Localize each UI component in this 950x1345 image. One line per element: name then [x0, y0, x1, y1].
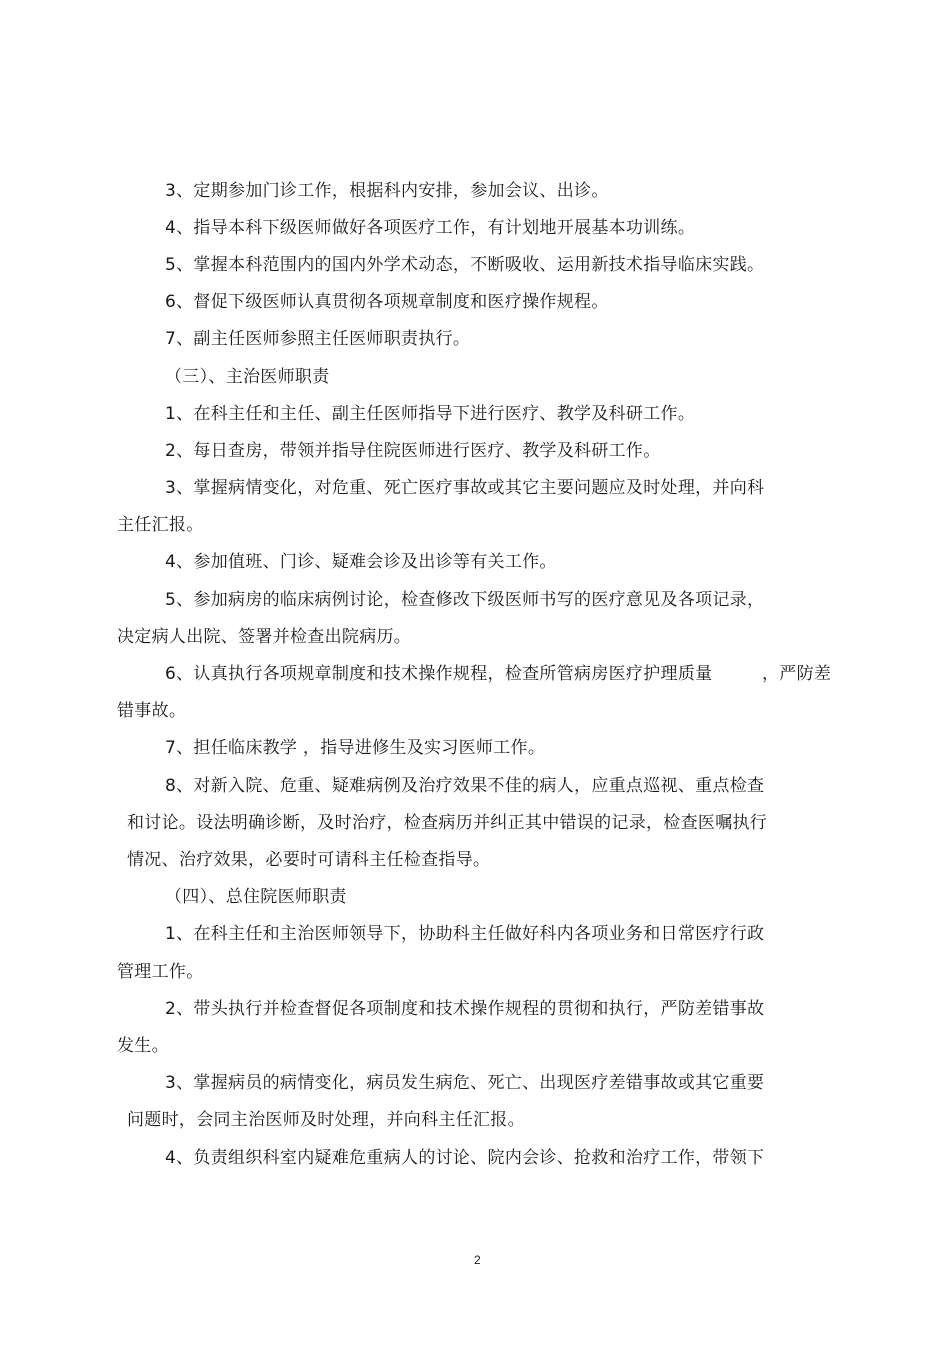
- page-number: 2: [474, 1253, 481, 1267]
- paragraph-line: 6、认真执行各项规章制度和技术操作规程，检查所管病房医疗护理质量: [165, 664, 713, 684]
- paragraph-line: 1、在科主任和主治医师领导下，协助科主任做好科内各项业务和日常医疗行政: [165, 924, 765, 944]
- paragraph-line: 管理工作。: [117, 962, 204, 982]
- paragraph-line: 5、掌握本科范围内的国内外学术动态，不断吸收、运用新技术指导临床实践。: [165, 255, 765, 275]
- paragraph-line: 3、定期参加门诊工作，根据科内安排，参加会议、出诊。: [165, 181, 609, 201]
- paragraph-line: 4、参加值班、门诊、疑难会诊及出诊等有关工作。: [165, 552, 557, 572]
- paragraph-line: 发生。: [117, 1036, 169, 1056]
- paragraph-line: 错事故。: [117, 701, 187, 721]
- paragraph-line: 8、对新入院、危重、疑难病例及治疗效果不佳的病人，应重点巡视、重点检查: [165, 776, 765, 796]
- paragraph-line: 3、掌握病员的病情变化，病员发生病危、死亡、出现医疗差错事故或其它重要: [165, 1073, 765, 1093]
- paragraph-line-fragment: ，严防差: [762, 664, 832, 684]
- paragraph-line: 6、督促下级医师认真贯彻各项规章制度和医疗操作规程。: [165, 292, 609, 312]
- paragraph-line: 决定病人出院、签署并检查出院病历。: [117, 627, 412, 647]
- paragraph-line: 问题时，会同主治医师及时处理，并向科主任汇报。: [127, 1110, 525, 1130]
- paragraph-line: 1、在科主任和主任、副主任医师指导下进行医疗、教学及科研工作。: [165, 404, 696, 424]
- paragraph-line: 7、担任临床教学 ，指导进修生及实习医师工作。: [165, 738, 546, 758]
- paragraph-line: 主任汇报。: [117, 515, 204, 535]
- paragraph-line: 5、参加病房的临床病例讨论，检查修改下级医师书写的医疗意见及各项记录，: [165, 590, 765, 610]
- section-heading: （三）、主治医师职责: [165, 367, 330, 387]
- paragraph-line: 情况、治疗效果，必要时可请科主任检查指导。: [127, 850, 491, 870]
- paragraph-line: 2、每日查房，带领并指导住院医师进行医疗、教学及科研工作。: [165, 441, 661, 461]
- paragraph-line: 7、副主任医师参照主任医师职责执行。: [165, 329, 471, 349]
- paragraph-line: 3、掌握病情变化，对危重、死亡医疗事故或其它主要问题应及时处理，并向科: [165, 478, 765, 498]
- section-heading: （四）、总住院医师职责: [165, 887, 347, 907]
- paragraph-line: 和讨论。设法明确诊断，及时治疗，检查病历并纠正其中错误的记录，检查医嘱执行: [127, 813, 768, 833]
- paragraph-line: 4、指导本科下级医师做好各项医疗工作，有计划地开展基本功训练。: [165, 218, 696, 238]
- paragraph-line: 4、负责组织科室内疑难危重病人的讨论、院内会诊、抢救和治疗工作，带领下: [165, 1148, 765, 1168]
- paragraph-line: 2、带头执行并检查督促各项制度和技术操作规程的贯彻和执行，严防差错事故: [165, 999, 765, 1019]
